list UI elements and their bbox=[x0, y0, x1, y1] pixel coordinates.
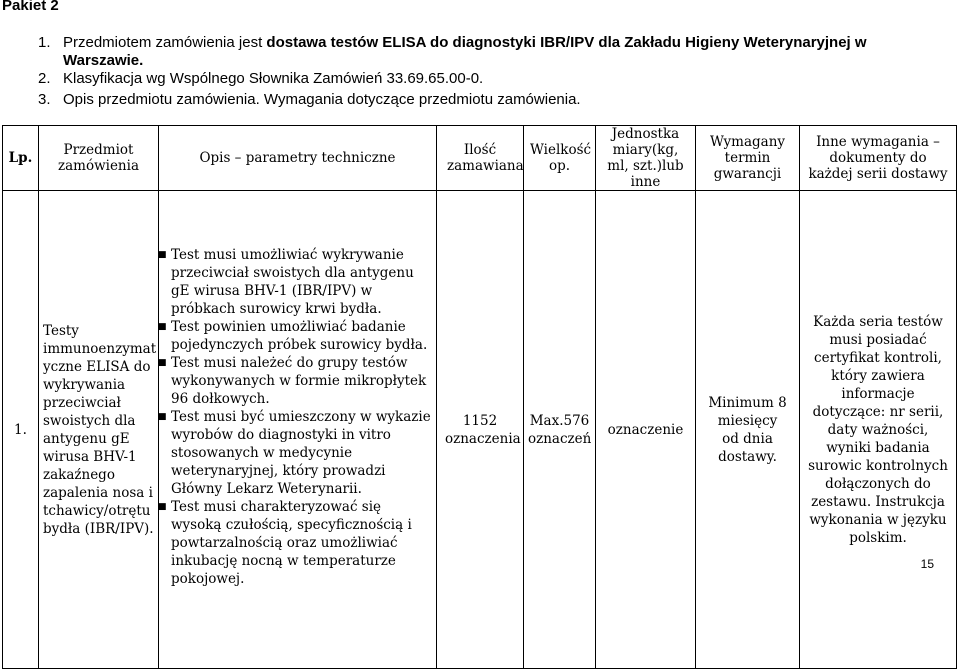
header-description: Opis – parametry techniczne bbox=[159, 126, 437, 191]
specification-table bbox=[2, 125, 957, 669]
row-quantity: 1152 oznaczenia bbox=[437, 191, 524, 669]
intro-item-2-text: Klasyfikacja wg Wspólnego Słownika Zamówień 33.69.65.00-0. bbox=[63, 70, 484, 87]
requirement-item: ■ Test musi należeć do grupy testów wykonywanych w formie mikropłytek 96 dołkowych. bbox=[171, 354, 434, 408]
intro-item-3-text: Opis przedmiotu zamówienia. Wymagania dotyczące przedmiotu zamówienia. bbox=[63, 91, 581, 108]
row-pack-size: Max.576 oznaczeń bbox=[524, 191, 596, 669]
row-lp: 1. bbox=[3, 191, 39, 669]
header-unit: Jednostka miary(kg, ml, szt.)lub inne bbox=[596, 126, 696, 191]
requirement-item: ■ Test powinien umożliwiać badanie pojedynczych próbek surowicy bydła. bbox=[171, 318, 434, 354]
row-subject: Testy immunoenzymat yczne ELISA do wykrywania przeciwciał swoistych dla antygenu gE wirusa BHV-1 zakaźnego zapalenia nosa i tchawicy/otrętu bydła (IBR/IPV). bbox=[39, 191, 159, 669]
page-number: 15 bbox=[920, 557, 934, 571]
table-header-row bbox=[3, 126, 957, 191]
row-unit: oznaczenie bbox=[596, 191, 696, 669]
intro-item-2-number: 2. bbox=[38, 70, 51, 87]
row-warranty: Minimum 8 miesięcy od dnia dostawy. bbox=[696, 191, 800, 669]
header-subject: Przedmiot zamówienia bbox=[39, 126, 159, 191]
table-row bbox=[3, 191, 957, 669]
intro-item-3-number: 3. bbox=[38, 91, 51, 108]
header-other: Inne wymagania – dokumenty do każdej serii dostawy bbox=[800, 126, 957, 191]
header-pack-size: Wielkość op. bbox=[524, 126, 596, 191]
requirement-item: ■ Test musi charakteryzować się wysoką czułością, specyficznością i powtarzalnością oraz umożliwiać inkubację nocną w temperaturze pokojowej. bbox=[171, 498, 434, 588]
row-requirements bbox=[159, 191, 437, 669]
intro-item-1-number: 1. bbox=[38, 34, 51, 51]
requirement-item: ■ Test musi umożliwiać wykrywanie przeciwciał swoistych dla antygenu gE wirusa BHV-1 (IBR/IPV) w próbkach surowicy krwi bydła. bbox=[171, 246, 434, 318]
header-quantity: Ilość zamawiana bbox=[437, 126, 524, 191]
header-lp: Lp. bbox=[3, 126, 39, 191]
intro-item-1-line2: Warszawie. bbox=[63, 52, 144, 69]
row-other: Każda seria testów musi posiadać certyfikat kontroli, który zawiera informacje dotyczące: nr serii, daty ważności, wyniki badania surowic kontrolnych dołączonych do zestawu. Instrukcja wykonania w języku polskim. bbox=[800, 191, 957, 669]
intro-item-1-prefix: Przedmiotem zamówienia jest bbox=[63, 34, 267, 51]
header-warranty: Wymagany termin gwarancji bbox=[696, 126, 800, 191]
requirement-item: ■ Test musi być umieszczony w wykazie wyrobów do diagnostyki in vitro stosowanych w medycynie weterynaryjnej, który prowadzi Główny Lekarz Weterynarii. bbox=[171, 408, 434, 498]
intro-item-1-bold: dostawa testów ELISA do diagnostyki IBR/IPV dla Zakładu Higieny Weterynaryjnej w bbox=[266, 34, 867, 51]
page-title: Pakiet 2 bbox=[2, 0, 59, 14]
